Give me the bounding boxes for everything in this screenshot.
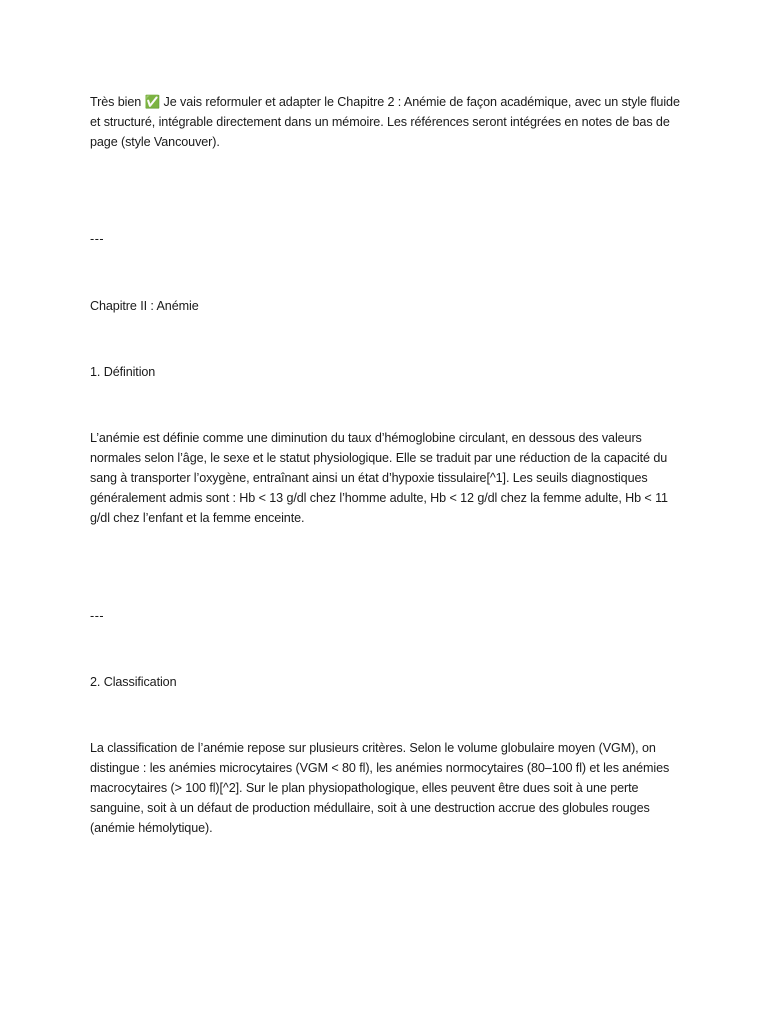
section-2-paragraph: La classification de l’anémie repose sur plusieurs critères. Selon le volume globulaire moyen (VGM), on distingue : les anémies microcytaires (VGM < 80 fl), les anémies normocytaires (80–100 fl) et les anémies macrocytaires (> 100 fl)[^2]. Sur le plan physiopathologique, elles peuvent être dues soit à une perte sanguine, soit à un défaut de production médullaire, soit à une destruction accrue des globules rouges (anémie hémolytique). bbox=[90, 741, 670, 835]
intro-paragraph: Très bien ✅ Je vais reformuler et adapter le Chapitre 2 : Anémie de façon académique, avec un style fluide et structuré, intégrable directement dans un mémoire. Les références seront intégrées en notes de bas de page (style Vancouver). bbox=[90, 95, 680, 149]
section-1-paragraph: L’anémie est définie comme une diminution du taux d’hémoglobine circulant, en dessous des valeurs normales selon l’âge, le sexe et le statut physiologique. Elle se traduit par une réduction de la capacité du sang à transporter l’oxygène, entraînant ainsi un état d’hypoxie tissulaire[^1]. Les seuils diagnostiques généralement admis sont : Hb < 13 g/dl chez l’homme adulte, Hb < 12 g/dl chez la femme adulte, Hb < 11 g/dl chez l’enfant et la femme enceinte. bbox=[90, 431, 668, 525]
separator-2: --- bbox=[90, 609, 105, 623]
section-1-heading: 1. Définition bbox=[90, 365, 156, 379]
separator-1: --- bbox=[90, 232, 105, 246]
chapter-title: Chapitre II : Anémie bbox=[90, 299, 199, 313]
section-2-heading: 2. Classification bbox=[90, 675, 177, 689]
